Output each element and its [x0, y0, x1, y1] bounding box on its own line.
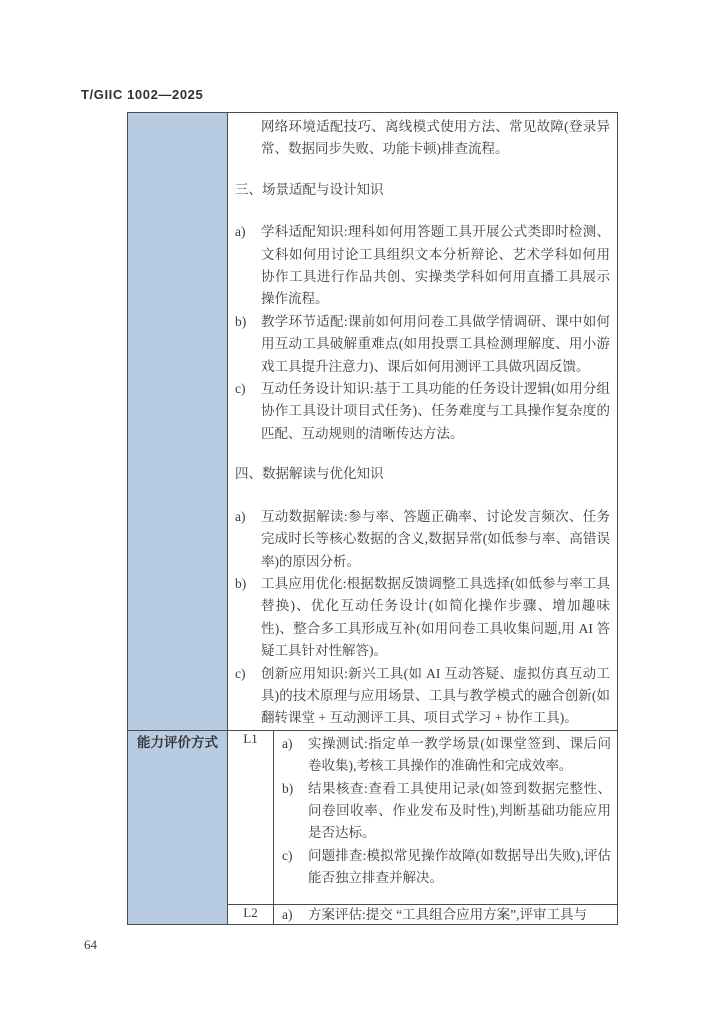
list-item	[282, 733, 611, 778]
item-marker: a)	[282, 735, 293, 751]
list-item	[282, 778, 611, 845]
l2-items	[274, 905, 617, 924]
item-marker: a)	[235, 508, 246, 524]
item-marker: b)	[235, 575, 247, 591]
list-item	[235, 221, 610, 311]
evaluation-row-l1	[128, 730, 618, 904]
list-item	[235, 311, 610, 378]
item-text: 学科适配知识:理科如何用答题工具开展公式类即时检测、文科如何用讨论工具组织文本分析辩论、艺术学科如何用协作工具进行作品共创、实操类学科如何用直播工具展示操作流程。	[261, 224, 610, 307]
continuation-paragraph: 网络环境适配技巧、离线模式使用方法、常见故障(登录异常、数据同步失败、功能卡顿)排查流程。	[261, 119, 610, 157]
knowledge-content	[228, 113, 617, 730]
item-marker: c)	[235, 665, 246, 681]
item-text: 结果核查:查看工具使用记录(如签到数据完整性、问卷回收率、作业发布及时性),判断基础功能应用是否达标。	[308, 780, 611, 841]
knowledge-row	[128, 113, 618, 731]
list-item	[235, 663, 610, 730]
item-text: 互动任务设计知识:基于工具功能的任务设计逻辑(如用分组协作工具设计项目式任务)、任务难度与工具操作复杂度的匹配、互动规则的清晰传达方法。	[261, 381, 610, 441]
list-item	[282, 905, 611, 924]
list-item	[235, 506, 610, 573]
list-item	[235, 378, 610, 445]
item-text: 互动数据解读:参与率、答题正确率、讨论发言频次、任务完成时长等核心数据的含义,数据异常(如低参与率、高错误率)的原因分析。	[261, 508, 610, 569]
item-marker: c)	[282, 847, 293, 863]
evaluation-row-label: 能力评价方式	[137, 734, 218, 750]
item-text: 教学环节适配:课前如何用问卷工具做学情调研、课中如何用互动工具破解重难点(如用投票工具检测理解度、用小游戏工具提升注意力)、课后如何用测评工具做巩固反馈。	[261, 313, 610, 374]
row-label-cell-continued	[128, 113, 228, 731]
level-cell-l2: L2	[228, 904, 274, 924]
item-text: 实操测试:指定单一教学场景(如课堂签到、课后问卷收集),考核工具操作的准确性和完成效率。	[308, 735, 611, 774]
level-cell-l1: L1	[228, 730, 274, 904]
item-marker: c)	[235, 381, 246, 397]
list-item	[282, 845, 611, 890]
section-heading: 四、数据解读与优化知识	[235, 466, 384, 482]
item-marker: a)	[235, 224, 246, 240]
item-marker: a)	[282, 906, 293, 922]
evaluation-row-label-cell	[128, 730, 228, 924]
item-text: 方案评估:提交 “工具组合应用方案”,评审工具与	[308, 906, 587, 922]
item-text: 工具应用优化:根据数据反馈调整工具选择(如低参与率工具替换)、优化互动任务设计(如简化操作步骤、增加趣味性)、整合多工具形成互补(如用问卷工具收集问题,用 AI 答疑工具针对性解答)。	[261, 575, 610, 659]
l1-items	[274, 731, 617, 890]
l1-content-cell	[274, 730, 618, 904]
knowledge-content-cell	[228, 113, 618, 731]
competency-spec-table	[127, 112, 618, 925]
item-marker: b)	[282, 780, 294, 796]
page-number: 64	[84, 937, 97, 952]
l2-content-cell	[274, 904, 618, 924]
item-marker: b)	[235, 313, 247, 329]
list-item	[235, 573, 610, 663]
section-heading: 三、场景适配与设计知识	[235, 181, 384, 197]
standard-number-header: T/GIIC 1002—2025	[81, 87, 204, 102]
item-text: 创新应用知识:新兴工具(如 AI 互动答疑、虚拟仿真互动工具)的技术原理与应用场景、工具与教学模式的融合创新(如翻转课堂 + 互动测评工具、项目式学习 + 协作工具)。	[261, 665, 610, 726]
item-text: 问题排查:模拟常见操作故障(如数据导出失败),评估能否独立排查并解决。	[308, 847, 611, 886]
